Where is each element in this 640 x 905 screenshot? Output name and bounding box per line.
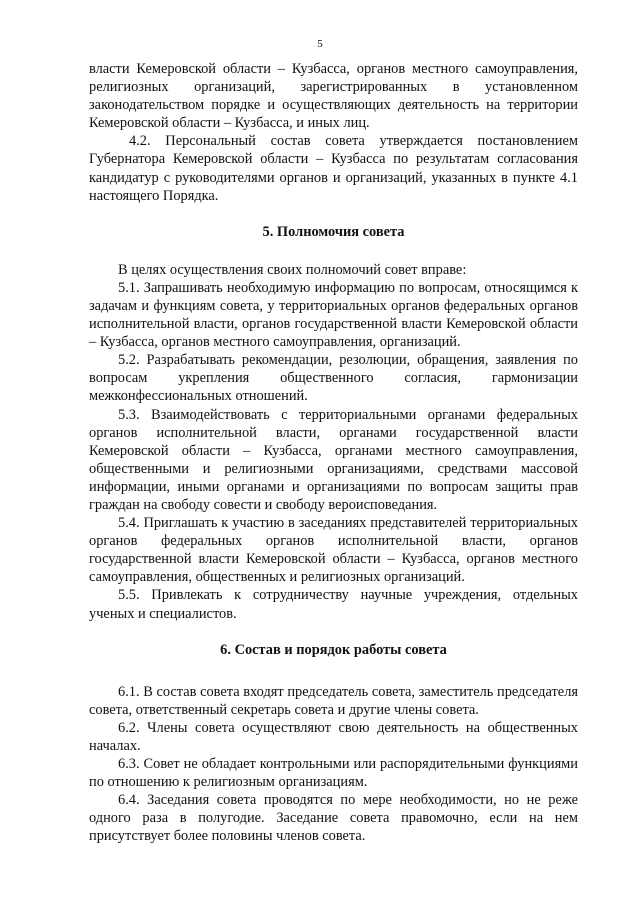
paragraph-6-1: 6.1. В состав совета входят председатель совета, заместитель председателя совета, ответственный секретарь совета и другие члены совета. xyxy=(89,683,578,718)
section-5-heading: 5. Полномочия совета xyxy=(262,223,405,240)
paragraph-6-3: 6.3. Совет не обладает контрольными или распорядительными функциями по отношению к религиозным организациям. xyxy=(89,756,578,791)
paragraph-5-1: 5.1. Запрашивать необходимую информацию по вопросам, относящимся к задачам и функциям совета, у территориальных органов федеральных органов исполнительной власти, органов государственной власти Кемеровской области – Кузбасса, органов местного самоуправления, организаций. xyxy=(89,279,578,351)
paragraph-5-5: 5.5. Привлекать к сотрудничеству научные учреждения, отдельных ученых и специалистов. xyxy=(89,587,578,622)
paragraph-5-2: 5.2. Разрабатывать рекомендации, резолюции, обращения, заявления по вопросам укрепления общественного согласия, гармонизации межконфессиональных отношений. xyxy=(89,352,578,405)
section-5-lead: В целях осуществления своих полномочий совет вправе: xyxy=(118,261,467,278)
paragraph-4-2: 4.2. Персональный состав совета утверждается постановлением Губернатора Кемеровской области – Кузбасса по результатам согласования кандидатур с руководителями органов и организаций, указанных в пункте 4.1 настоящего Порядка. xyxy=(89,133,578,204)
page-number: 5 xyxy=(317,38,323,50)
document-body xyxy=(89,60,578,845)
section-6-heading: 6. Состав и порядок работы совета xyxy=(220,641,447,658)
paragraph-6-4: 6.4. Заседания совета проводятся по мере необходимости, но не реже одного раза в полугодие. Заседание совета правомочно, если на нем присутствует более половины членов совета. xyxy=(89,792,578,845)
paragraph-5-4: 5.4. Приглашать к участию в заседаниях представителей территориальных органов федеральных органов исполнительной власти, органов государственной власти Кемеровской области – Кузбасса, органов местного самоуправления, общественных и религиозных организаций. xyxy=(89,515,578,586)
paragraph-continuation: власти Кемеровской области – Кузбасса, органов местного самоуправления, религиозных организаций, зарегистрированных в установленном законодательством порядке и осуществляющих деятельность на территории Кемеровской области – Кузбасса, и иных лиц. xyxy=(89,61,578,132)
paragraph-6-2: 6.2. Члены совета осуществляют свою деятельность на общественных началах. xyxy=(89,719,578,754)
paragraph-5-3: 5.3. Взаимодействовать с территориальными органами федеральных органов исполнительной власти, органами государственной власти Кемеровской области – Кузбасса, органами местного самоуправления, общественными и религиозными организациями, средствами массовой информации, иными органами и организациями по вопросам защиты прав граждан на свободу совести и свободу вероисповедания. xyxy=(89,406,578,513)
